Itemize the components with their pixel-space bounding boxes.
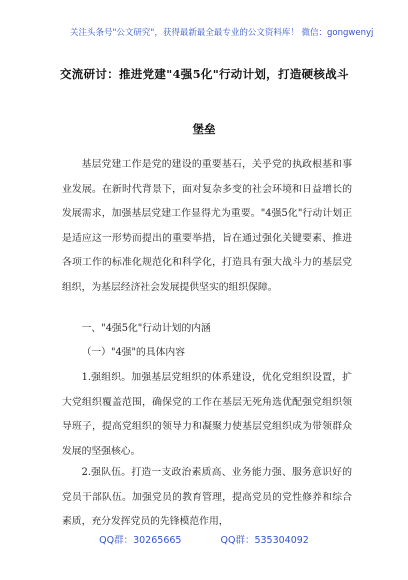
document-title: 交流研讨：推进党建"4强5化"行动计划，打造硬核战斗 bbox=[60, 67, 349, 81]
section-heading: 一、"4强5化"行动计划的内涵 bbox=[81, 323, 211, 334]
paragraph-strong-organization: 1.强组织。加强基层党组织的体系建设，优化党组织设置，扩大党组织覆盖范围，确保党的工作在基层无死角选优配强党组织领导班子，提高党组织的领导力和凝聚力使基层党组织成为带领群众发展的坚强核心。 bbox=[62, 372, 352, 457]
paragraph-intro: 基层党建工作是党的建设的重要基石，关乎党的执政根基和事业发展。在新时代背景下，面对复杂多变的社会环境和日益增长的发展需求，加强基层党建工作显得尤为重要。"4强5化"行动计划正是适应这一形势而提出的重要举措，旨在通过强化关键要素、推进各项工作的标准化规范化和科学化，打造具有强大战斗力的基层党组织，为基层经济社会发展提供坚实的组织保障。 bbox=[62, 159, 352, 293]
footer-qq-group-2: QQ群：535304092 bbox=[220, 535, 309, 546]
paragraph-strong-team: 2.强队伍。打造一支政治素质高、业务能力强、服务意识好的党员干部队伍。加强党员的教育管理，提高党员的党性修养和综合素质，充分发挥党员的先锋模范作用， bbox=[62, 467, 352, 527]
document-title-continuation: 堡垒 bbox=[192, 122, 216, 136]
footer-qq-group-1: QQ群：30265665 bbox=[99, 535, 182, 546]
subsection-heading: （一）"4强"的具体内容 bbox=[81, 347, 186, 358]
header-banner: 关注头条号"公文研究"，获得最新最全最专业的公文资料库！ 微信：gongwenyj bbox=[70, 28, 374, 38]
footer bbox=[0, 532, 408, 546]
